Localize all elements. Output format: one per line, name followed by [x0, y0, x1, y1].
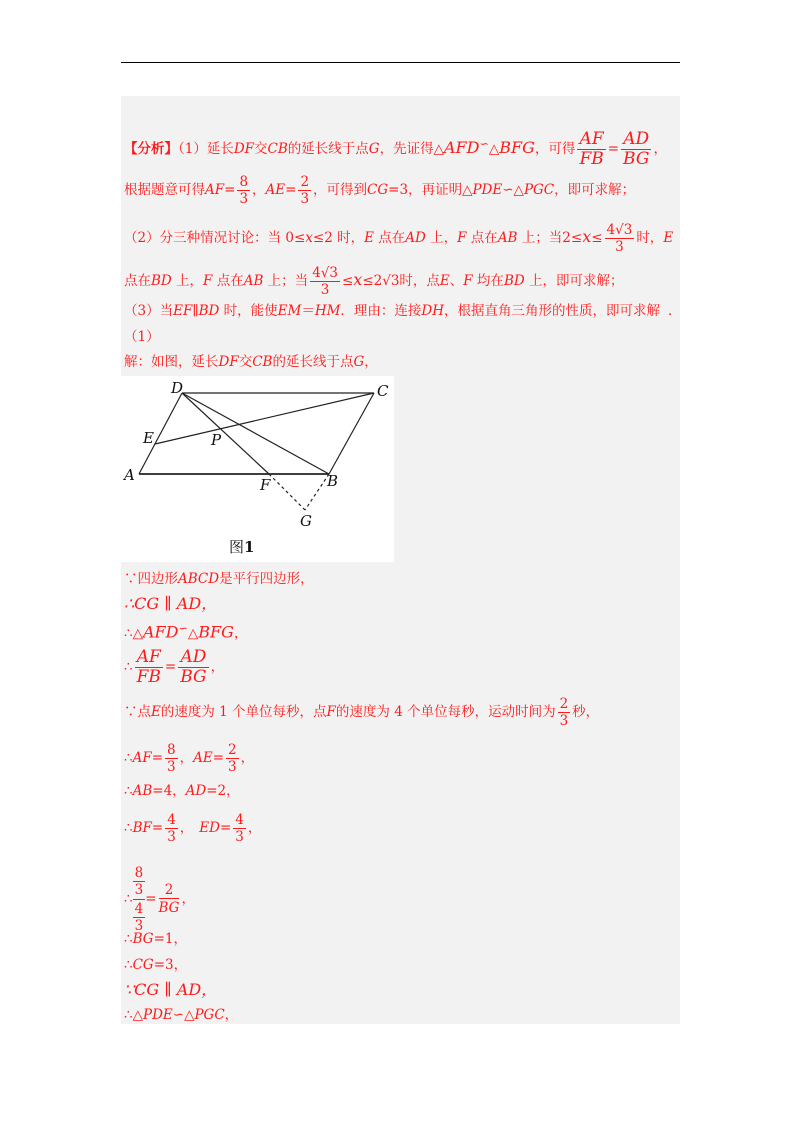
step-7: ∴AB=4，AD=2， — [124, 783, 240, 799]
analysis-line-5: （3）当EF∥BD 时，能使EM＝HM．理由：连接DH，根据直角三角形的性质，即可求解 ． — [124, 303, 682, 319]
fraction-4root3-3: $\frac{4√3}{3}$ — [606, 222, 633, 255]
solution-part-label: （1） — [124, 329, 160, 345]
step-2: ∴CG ∥ AD， — [124, 594, 218, 613]
analysis-line-1: 【分析】（1）延长DF交CB的延长线于点G，先证得△AFD∽△BFG，可得 $\frac{AF}{FB}$ = $\frac{AD}{BG}$ ， — [124, 129, 667, 169]
step-10: ∴BG=1， — [124, 931, 187, 947]
step-12: ∵CG ∥ AD， — [124, 980, 218, 999]
step-11: ∴CG=3， — [124, 957, 188, 973]
label-d: D — [171, 379, 184, 397]
fraction-af-fb: $\frac{AF}{FB}$ — [579, 129, 604, 169]
analysis-line-2: 根据题意可得AF= $\frac{8}{3}$ ，AE= $\frac{2}{3}$ ，可得到CG=3，再证明△PDE∽△PGC，即可求解； — [124, 174, 636, 207]
segment-ec — [155, 393, 374, 444]
fraction-ad-bg-2: $\frac{AD}{BG}$ — [180, 647, 207, 687]
analysis-line-3: （2）分三种情况讨论：当 0≤x≤2 时，E 点在AD 上，F 点在AB 上；当2≤x≤ $\frac{4√3}{3}$ 时，E — [124, 222, 674, 255]
solution-intro: 解：如图，延长DF交CB的延长线于点G， — [124, 354, 378, 370]
analysis-line-4: 点在BD 上，F 点在AB 上；当 $\frac{4√3}{3}$ ≤x≤2√3时，点E、F 均在BD 上，即可求解； — [124, 265, 624, 298]
compound-fraction: 8 3 4 3 — [134, 865, 144, 934]
fraction-2-3-b: $\frac{2}{3}$ — [228, 742, 237, 775]
label-p: P — [211, 431, 222, 449]
step-8: ∴BF= $\frac{4}{3}$ ， ED= $\frac{4}{3}$ ， — [124, 812, 262, 845]
step-1: ∵四边形ABCD是平行四边形， — [124, 571, 314, 587]
fraction-4-3-a: $\frac{4}{3}$ — [167, 812, 176, 845]
fraction-8-3-b: $\frac{8}{3}$ — [167, 742, 176, 775]
label-f: F — [260, 476, 271, 494]
fraction-4root3-3-b: $\frac{4√3}{3}$ — [312, 265, 338, 298]
fraction-af-fb-2: $\frac{AF}{FB}$ — [136, 647, 161, 687]
step-5: ∵点E的速度为 1 个单位每秒，点F的速度为 4 个单位每秒，运动时间为 $\frac{2}{3}$ 秒， — [124, 696, 600, 729]
fraction-ad-bg: $\frac{AD}{BG}$ — [623, 129, 650, 169]
label-a: A — [124, 466, 135, 484]
parallelogram-diagram — [121, 376, 394, 562]
step-13: ∴△PDE∽△PGC， — [124, 1007, 239, 1023]
analysis-tag: 【分析】 — [124, 141, 178, 157]
step-3: ∴△AFD∽△BFG， — [124, 622, 248, 642]
fraction-8-3: $\frac{8}{3}$ — [239, 174, 249, 207]
step-9: ∴ 8 3 4 3 = $\frac{2}{BG}$ ， — [124, 865, 195, 934]
dashed-fg — [269, 474, 305, 510]
figure-caption: 图1 — [229, 538, 255, 556]
label-b: B — [327, 472, 339, 490]
label-g: G — [300, 512, 312, 530]
edge-cb — [329, 393, 374, 474]
fraction-2-3-time: $\frac{2}{3}$ — [559, 696, 569, 729]
label-c: C — [377, 382, 389, 400]
dashed-bg — [305, 474, 329, 510]
step-6: ∴AF= $\frac{8}{3}$ ，AE= $\frac{2}{3}$ ， — [124, 742, 255, 775]
header-rule — [121, 62, 680, 63]
fraction-2-bg: $\frac{2}{BG}$ — [158, 882, 180, 916]
fraction-4-3-b: $\frac{4}{3}$ — [235, 812, 244, 845]
step-4: ∴ $\frac{AF}{FB}$ = $\frac{AD}{BG}$ ， — [124, 647, 225, 687]
geometry-figure — [121, 376, 394, 562]
label-e: E — [143, 429, 154, 447]
fraction-2-3: $\frac{2}{3}$ — [300, 174, 310, 207]
